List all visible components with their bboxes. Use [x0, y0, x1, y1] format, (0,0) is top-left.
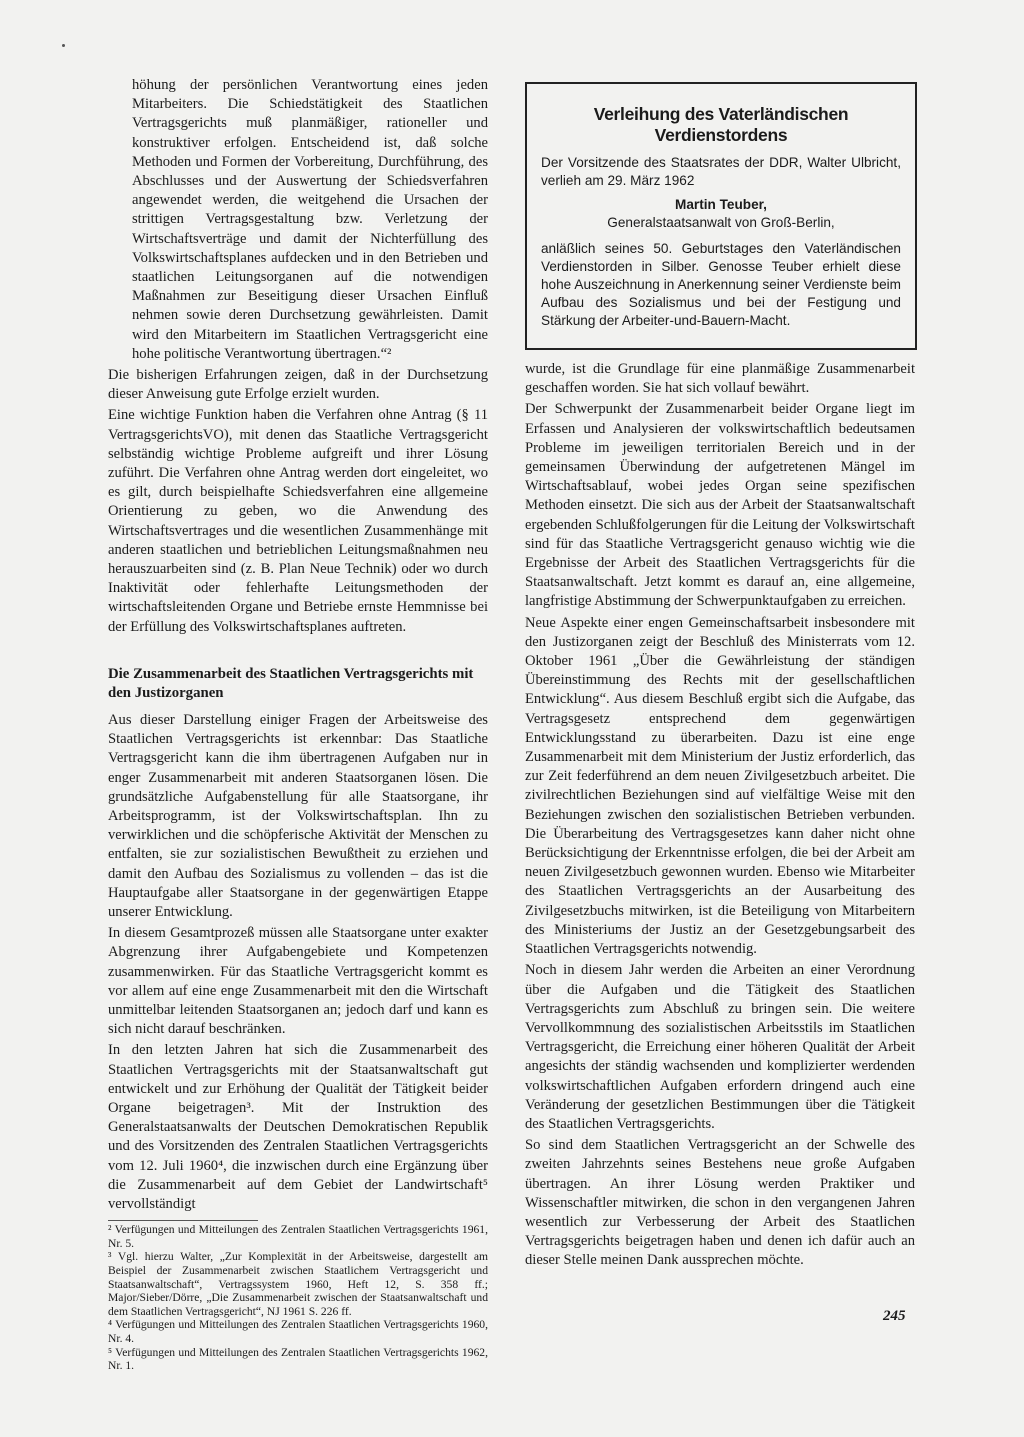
paragraph: höhung der persönlichen Verantwortung eines jeden Mitarbeiters. Die Schiedstätigkeit des Staatlichen Vertragsgerichts muß planmäßiger, rationeller und konstruktiver erfolgen. Entscheidend ist, daß solche Methoden und Formen der Vorbereitung, Durchführung, des Abschlusses und der Auswertung der Schiedsverfahren angewendet werden, die weitgehend die Ursachen der strittigen Vertragsgestaltung bzw. Verletzung der Wirtschaftsverträge und damit der Nichterfüllung des Volkswirtschaftsplanes aufdecken und in den Betrieben und staatlichen Leitungsorganen auf die notwendigen Maßnahmen zur Beseitigung dieser Ursachen Einfluß nehmen sowie deren Durchsetzung gewährleisten. Damit wird den Mitarbeitern im Staatlichen Vertragsgericht eine hohe politische Verantwortung übertragen.“²	[132, 77, 488, 362]
award-intro: Der Vorsitzende des Staatsrates der DDR, Walter Ulbricht, verlieh am 29. März 1962	[541, 155, 901, 188]
award-body: anläßlich seines 50. Geburtstages den Vaterländischen Verdienstorden in Silber. Genosse Teuber erhielt diese hohe Auszeichnung in Anerkennung seiner Verdienste beim Aufbau des Sozialismus und bei der Festigung und Stärkung der Arbeiter-und-Bauern-Macht.	[541, 241, 901, 328]
right-column	[525, 360, 915, 1273]
paragraph: Aus dieser Darstellung einiger Fragen der Arbeitsweise des Staatlichen Vertragsgerichts ist erkennbar: Das Staatliche Vertragsgericht kann die ihm übertragenen Aufgaben nur in enger Zusammenarbeit mit anderen Staatsorganen lösen. Die grundsätzliche Aufgabenstellung für alle Staatsorgane, ihr Arbeitsprogramm, ist der Volkswirtschaftsplan. Ihn zu verwirklichen und die schöpferische Aktivität der Menschen zu entfalten, sie zur sozialistischen Bewußtheit zu erziehen und damit den Aufbau des Sozialismus zu vollenden – das ist die Hauptaufgabe aller Staatsorgane in der gegenwärtigen Etappe unserer Entwicklung.	[108, 711, 488, 920]
recipient-name: Martin Teuber,	[675, 197, 767, 212]
paragraph: In diesem Gesamtprozeß müssen alle Staatsorgane unter exakter Abgrenzung ihrer Aufgabengebiete und Kompetenzen zusammenwirken. Für das Staatliche Vertragsgericht kommt es vor allem auf eine enge Zusammenarbeit mit den die Wirtschaft unmittelbar leitenden Staatsorganen an; jedoch darf und kann es sich nicht darauf beschränken.	[108, 925, 488, 1038]
recipient-role: Generalstaatsanwalt von Groß-Berlin,	[607, 215, 835, 230]
award-recipient	[541, 196, 901, 232]
left-column	[108, 76, 488, 1373]
page-number: 245	[883, 1308, 906, 1324]
footnote: ⁵ Verfügungen und Mitteilungen des Zentralen Staatlichen Vertragsgerichts 1962, Nr. 1.	[108, 1345, 488, 1373]
paragraph: In den letzten Jahren hat sich die Zusammenarbeit des Staatlichen Vertragsgerichts mit der Staatsanwaltschaft gut entwickelt und zur Erhöhung der Qualität der Tätigkeit beider Organe beigetragen³. Mit der Instruktion des Generalstaatsanwalts der Deutschen Demokratischen Republik und des Vorsitzenden des Zentralen Staatlichen Vertragsgerichts vom 12. Juli 1960⁴, die inzwischen durch eine Ergänzung über die Zusammenarbeit auf dem Gebiet der Landwirtschaft⁵ vervollständigt	[108, 1042, 488, 1212]
award-title: Verleihung des Vaterländischen Verdienstordens	[593, 104, 849, 145]
paragraph: Die bisherigen Erfahrungen zeigen, daß in der Durchsetzung dieser Anweisung gute Erfolge erzielt wurden.	[108, 367, 488, 403]
footnote: ³ Vgl. hierzu Walter, „Zur Komplexität in der Arbeitsweise, dargestellt am Beispiel der Zusammenarbeit zwischen Staatlichem Vertragsgericht und Staatsanwaltschaft“, Vertragssystem 1960, Heft 12, S. 358 ff.; Major/Sieber/Dörre, „Die Zusammenarbeit zwischen der Staatsanwaltschaft und dem Staatlichen Vertragsgericht“, NJ 1961 S. 226 ff.	[108, 1250, 488, 1318]
paragraph: Neue Aspekte einer engen Gemeinschaftsarbeit insbesondere mit den Justizorganen zeigt der Beschluß des Ministerrats vom 12. Oktober 1961 „Über die Gewährleistung der ständigen Übereinstimmung des Rechts mit der gesellschaftlichen Entwicklung“. Aus diesem Beschluß ergibt sich die Aufgabe, das Vertragsgesetz entsprechend dem gegenwärtigen Entwicklungsstand zu überarbeiten. Dazu ist eine enge Zusammenarbeit mit dem Ministerium der Justiz erforderlich, das zur Zeit federführend an dem neuen Zivilgesetzbuch arbeitet. Die zivilrechtlichen Beziehungen sind auf vielfältige Weise mit den Beziehungen zwischen den sozialistischen Betrieben verbunden. Die Überarbeitung des Vertragsgesetzes kann daher nicht ohne Berücksichtigung der Erkenntnisse erfolgen, die bei der Arbeit am neuen Zivilgesetzbuch gewonnen wurden. Ebenso wie Mitarbeiter des Staatlichen Vertragsgerichts an der Ausarbeitung des Zivilgesetzbuchs mitwirken, ist die Beteiligung von Mitarbeitern des Ministeriums der Justiz an der Gesetzgebungsarbeit des Staatlichen Vertragsgerichts notwendig.	[525, 614, 915, 958]
footnotes	[108, 1220, 488, 1373]
footnote: ⁴ Verfügungen und Mitteilungen des Zentralen Staatlichen Vertragsgerichts 1960, Nr. 4.	[108, 1318, 488, 1345]
paragraph: Noch in diesem Jahr werden die Arbeiten an einer Verordnung über die Aufgaben und die Tätigkeit des Staatlichen Vertragsgerichts zum Abschluß zu bringen sein. Die weitere Vervollkommnung des sozialistischen Arbeitsstils im Staatlichen Vertragsgericht, die Erreichung einer höheren Qualität der Arbeit angesichts der ständig wachsenden und komplizierter werdenden volkswirtschaftlichen Aufgaben erfordern dringend auch eine Veränderung der gesetzlichen Bestimmungen über die Tätigkeit des Staatlichen Vertragsgerichts.	[525, 962, 915, 1132]
footnote: ² Verfügungen und Mitteilungen des Zentralen Staatlichen Vertragsgerichts 1961, Nr. 5.	[108, 1223, 488, 1250]
paragraph: Der Schwerpunkt der Zusammenarbeit beider Organe liegt im Erfassen und Analysieren der volkswirtschaftlich bedeutsamen Probleme im jeweiligen territorialen Bereich und in der gemeinsamen Überwindung der aufgetretenen Mängel im Wirtschaftsablauf, wobei jedes Organ seine spezifischen Methoden einsetzt. Die sich aus der Arbeit der Staatsanwaltschaft ergebenden Schlußfolgerungen für die Leitung der Volkswirtschaft sind für das Staatliche Vertragsgericht genauso wichtig wie die Ergebnisse der Arbeit des Staatlichen Vertragsgerichts für die Staatsanwaltschaft. Jetzt kommt es darauf an, eine allgemeine, langfristige Abstimmung der Schwerpunktaufgaben zu erreichen.	[525, 401, 915, 610]
section-heading: Die Zusammenarbeit des Staatlichen Vertragsgerichts mit den Justizorganen	[108, 665, 474, 701]
paragraph: Eine wichtige Funktion haben die Verfahren ohne Antrag (§ 11 VertragsgerichtsVO), mit denen das Staatliche Vertragsgericht selbständig wichtige Probleme aufgreift und ihrer Lösung zuführt. Die Verfahren ohne Antrag werden dort eingeleitet, wo es gilt, durch beispielhafte Schiedsverfahren eine allgemeine Orientierung zu geben, wo die Anwendung des Wirtschaftsvertrages und die wesentlichen Zusammenhänge mit anderen staatlichen und betrieblichen Leitungsmaßnahmen neu herauszuarbeiten sind (z. B. Plan Neue Technik) oder wo durch Inaktivität oder fehlerhafte Leitungsmethoden der wirtschaftsleitenden Organe und Betriebe ernste Hemmnisse bei der Erfüllung des Volkswirtschaftsplanes auftreten.	[108, 407, 488, 635]
award-notice-box	[525, 82, 917, 350]
page-mark	[62, 44, 65, 47]
paragraph: wurde, ist die Grundlage für eine planmäßige Zusammenarbeit geschaffen worden. Sie hat sich vollauf bewährt.	[525, 361, 915, 397]
paragraph: So sind dem Staatlichen Vertragsgericht an der Schwelle des zweiten Jahrzehnts seines Bestehens neue große Aufgaben übertragen. An ihrer Lösung werden Praktiker und Wissenschaftler mitwirken, die schon in den vergangenen Jahren wesentlich zur Verbesserung der Arbeit des Staatlichen Vertragsgerichts beigetragen haben und denen ich dafür auch an dieser Stelle meinen Dank aussprechen möchte.	[525, 1137, 915, 1269]
